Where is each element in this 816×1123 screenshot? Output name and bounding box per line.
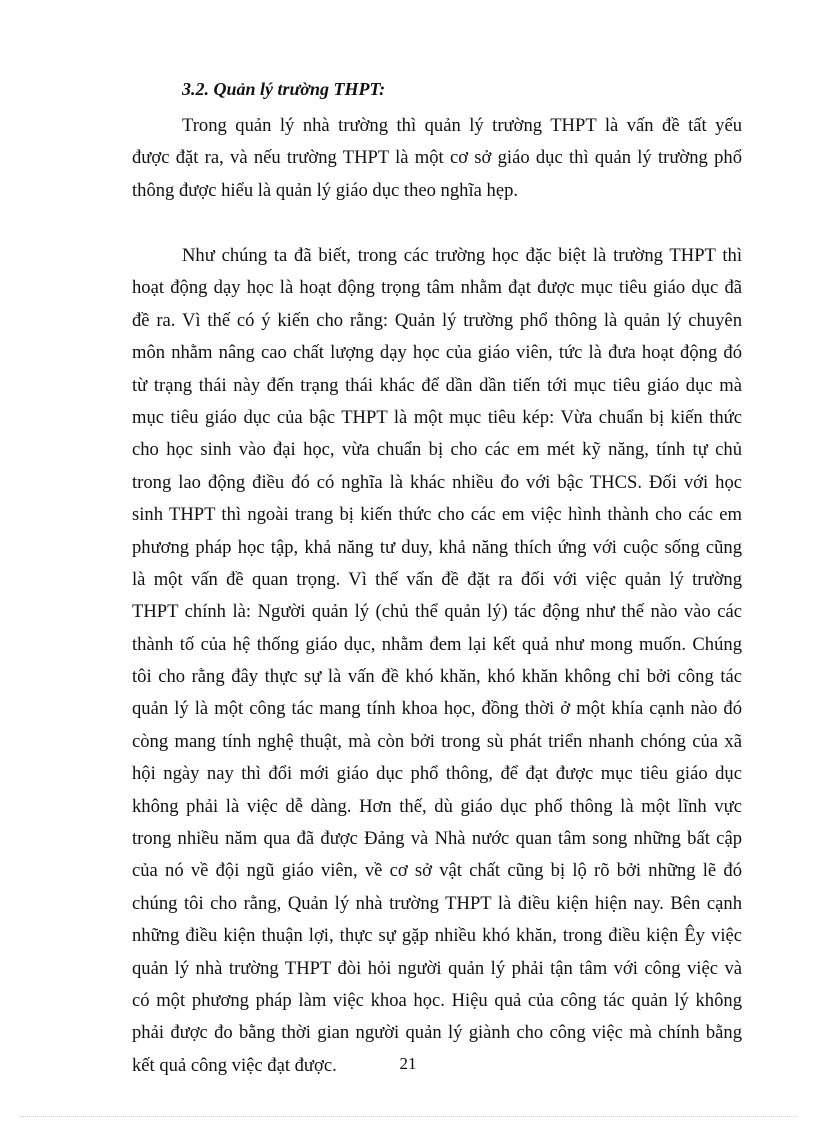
paragraph-line: sinh THPT thì ngoài trang bị kiến thức cho các em việc hình thành cho các em bbox=[132, 504, 742, 526]
paragraph-line: thành tố của hệ thống giáo dục, nhằm đem lại kết quả như mong muốn. Chúng bbox=[132, 633, 742, 655]
paragraph-line: quản lý là một công tác mang tính khoa học, đồng thời ở một khía cạnh nào đó bbox=[132, 698, 742, 720]
paragraph-line: tôi cho rằng đây thực sự là vấn đề khó khăn, khó khăn không chỉ bởi công tác bbox=[132, 666, 742, 688]
paragraph-line: môn nhằm nâng cao chất lượng dạy học của giáo viên, tức là đưa hoạt động đó bbox=[132, 342, 742, 364]
paragraph-line: Trong quản lý nhà trường thì quản lý trường THPT là vấn đề tất yếu bbox=[182, 115, 742, 136]
paragraph-line: những điều kiện thuận lợi, thực sự gặp nhiều khó khăn, trong điều kiện Êy việc bbox=[132, 925, 742, 947]
paragraph-line: trong nhiều năm qua đã được Đảng và Nhà nước quan tâm song những bất cập bbox=[132, 828, 742, 850]
paragraph-line: kết quả công việc đạt được. bbox=[132, 1054, 337, 1076]
paragraph-line: phải được đo bằng thời gian người quản lý giành cho công việc mà chính bằng bbox=[132, 1022, 742, 1044]
paragraph-1 bbox=[132, 110, 742, 207]
paragraph-line: hội ngày nay thì đổi mới giáo dục phổ thông, để đạt được mục tiêu giáo dục bbox=[132, 763, 742, 785]
page-bottom-divider bbox=[20, 1116, 796, 1117]
paragraph-line: đề ra. Vì thế có ý kiến cho rằng: Quản lý trường phổ thông là quản lý chuyên bbox=[132, 309, 742, 331]
paragraph-line: chúng tôi cho rằng, Quản lý nhà trường THPT là điều kiện hiện nay. Bên cạnh bbox=[132, 892, 742, 914]
paragraph-line: trong lao động điều đó có nghĩa là khác nhiều đo với bậc THCS. Đối với học bbox=[132, 471, 742, 493]
paragraph-2 bbox=[132, 240, 742, 1082]
paragraph-line: hoạt động dạy học là hoạt động trọng tâm nhằm đạt được mục tiêu giáo dục đã bbox=[132, 277, 742, 299]
paragraph-line: thông được hiểu là quản lý giáo dục theo nghĩa hẹp. bbox=[132, 179, 519, 201]
paragraph-line: có một phương pháp làm việc khoa học. Hiệu quả của công tác quản lý không bbox=[132, 989, 742, 1011]
paragraph-line: của nó về đội ngũ giáo viên, về cơ sở vật chất cũng bị lộ rõ bởi những lẽ đó bbox=[132, 860, 742, 882]
paragraph-line: được đặt ra, và nếu trường THPT là một cơ sở giáo dục thì quản lý trường phổ bbox=[132, 147, 742, 169]
paragraph-line: còng mang tính nghệ thuật, mà còn bởi trong sù phát triển nhanh chóng của xã bbox=[132, 730, 742, 752]
paragraph-line: là một vấn đề quan trọng. Vì thế vấn đề đặt ra đối với việc quản lý trường bbox=[132, 568, 742, 590]
paragraph-line: từ trạng thái này đến trạng thái khác để dần dần tiến tới mục tiêu giáo dục mà bbox=[132, 374, 742, 396]
paragraph-line: quản lý nhà trường THPT đòi hỏi người quản lý phải tận tâm với công việc và bbox=[132, 957, 742, 979]
paragraph-line: phương pháp học tập, khả năng tư duy, khả năng thích ứng với cuộc sống cũng bbox=[132, 536, 742, 558]
paragraph-line: cho học sinh vào đại học, vừa chuẩn bị cho các em mét kỹ năng, tính tự chủ bbox=[132, 439, 742, 461]
paragraph-line: THPT chính là: Người quản lý (chủ thể quản lý) tác động như thế nào vào các bbox=[132, 601, 742, 623]
section-heading: 3.2. Quản lý trường THPT: bbox=[182, 79, 386, 99]
paragraph-line: mục tiêu giáo dục của bậc THPT là một mục tiêu kép: Vừa chuẩn bị kiến thức bbox=[132, 406, 742, 428]
page-number: 21 bbox=[399, 1054, 417, 1073]
paragraph-line: không phải là việc dễ dàng. Hơn thế, dù giáo dục phổ thông là một lĩnh vực bbox=[132, 795, 742, 817]
paragraph-line: Như chúng ta đã biết, trong các trường học đặc biệt là trường THPT thì bbox=[182, 245, 742, 266]
